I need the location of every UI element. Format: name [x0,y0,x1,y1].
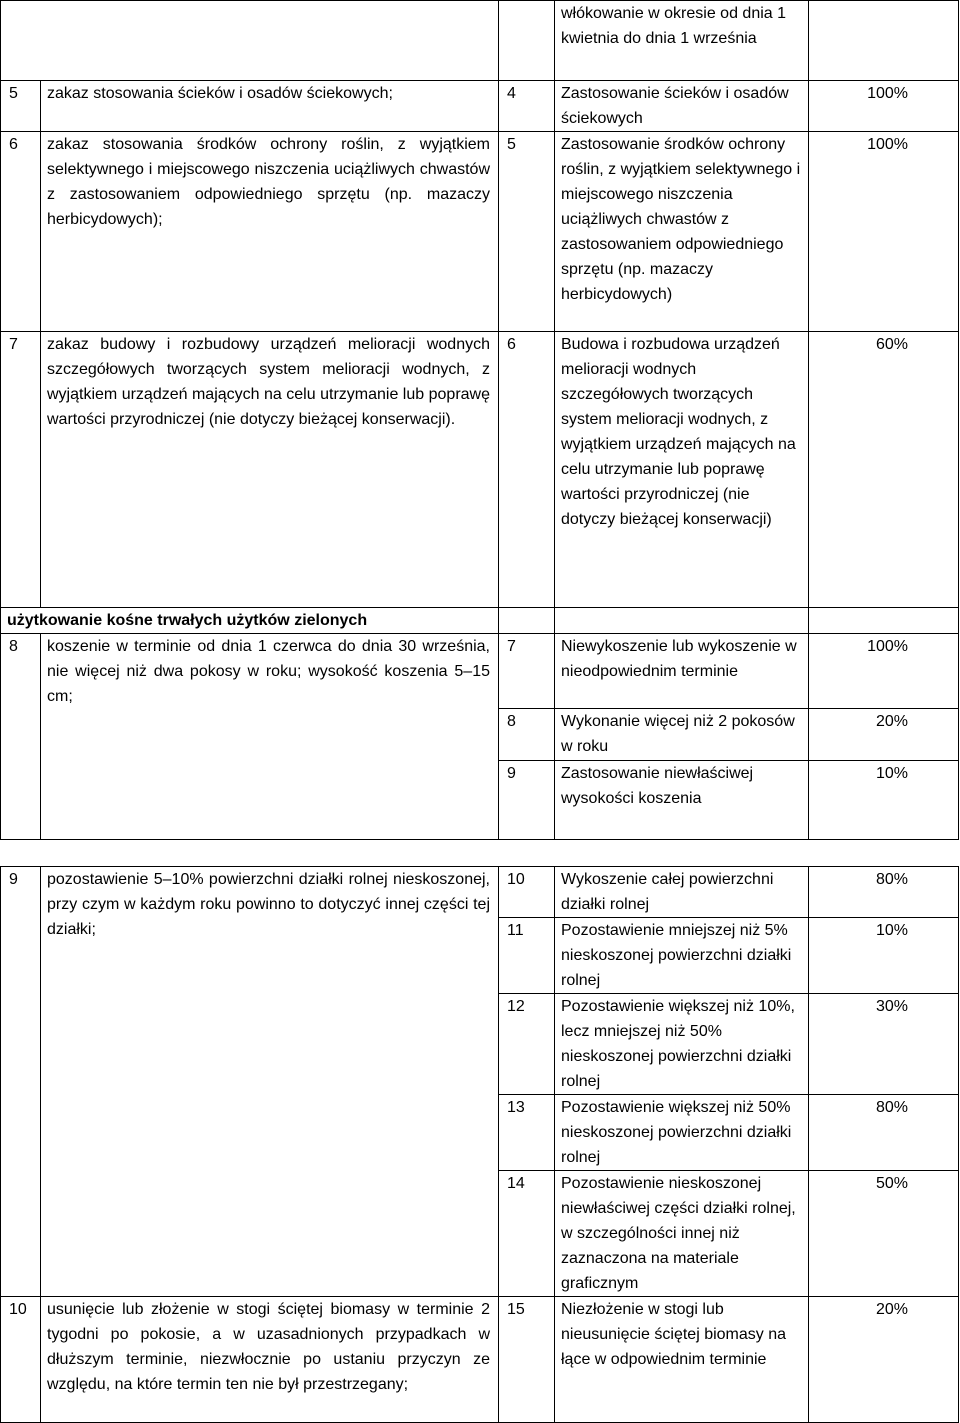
violation-pct: 50% [809,1171,959,1297]
requirement-desc: pozostawienie 5–10% powierzchni działki rolnej nieskoszonej, przy czym w każdym roku powinno to dotyczyć innej części tej działki; [41,867,499,1297]
violation-pct: 100% [809,132,959,332]
violation-pct: 60% [809,332,959,608]
violation-number: 5 [499,132,555,332]
requirement-number: 7 [1,332,41,608]
table-row [1,608,959,634]
requirements-table-2 [0,866,959,1423]
violation-number: 7 [499,634,555,709]
violation-number: 11 [499,918,555,994]
requirement-number: 6 [1,132,41,332]
violation-number: 13 [499,1095,555,1171]
requirement-desc: zakaz stosowania środków ochrony roślin, z wyjątkiem selektywnego i miejscowego niszczenia uciążliwych chwastów z zastosowaniem odpowiedniego sprzętu (np. mazaczy herbicydowych); [41,132,499,332]
requirement-desc: koszenie w terminie od dnia 1 czerwca do dnia 30 września, nie więcej niż dwa pokosy w roku; wysokość koszenia 5–15 cm; [41,634,499,840]
violation-pct: 80% [809,867,959,918]
requirement-desc: zakaz budowy i rozbudowy urządzeń melioracji wodnych szczegółowych tworzących system melioracji wodnych, z wyjątkiem urządzeń mających na celu utrzymanie lub poprawę wartości przyrodniczej (nie dotyczy bieżącej konserwacji). [41,332,499,608]
table-row [1,867,959,918]
violation-desc: Zastosowanie ścieków i osadów ściekowych [555,81,809,132]
violation-pct: 100% [809,81,959,132]
empty-cell [555,608,809,634]
violation-pct [809,1,959,81]
violation-desc: Niezłożenie w stogi lub nieusunięcie ściętej biomasy na łące w odpowiednim terminie [555,1297,809,1423]
requirement-desc: usunięcie lub złożenie w stogi ściętej biomasy w terminie 2 tygodni po pokosie, a w uzasadnionych przypadkach w dłuższym terminie, niezwłocznie po ustaniu przyczyn ze względu, na które termin ten nie był przestrzegany; [41,1297,499,1423]
violation-desc: Pozostawienie nieskoszonej niewłaściwej części działki rolnej, w szczególności innej niż zaznaczona na materiale graficznym [555,1171,809,1297]
violation-pct: 30% [809,994,959,1095]
empty-num-cell [499,1,555,81]
requirement-number: 9 [1,867,41,1297]
violation-pct: 10% [809,761,959,840]
empty-num-cell [499,608,555,634]
violation-number: 6 [499,332,555,608]
violation-desc: Niewykoszenie lub wykoszenie w nieodpowiednim terminie [555,634,809,709]
table-row [1,132,959,332]
violation-desc: Zastosowanie środków ochrony roślin, z wyjątkiem selektywnego i miejscowego niszczenia uciążliwych chwastów z zastosowaniem odpowiedniego sprzętu (np. mazaczy herbicydowych) [555,132,809,332]
empty-cell [1,1,499,81]
violation-desc: Pozostawienie mniejszej niż 5% nieskoszonej powierzchni działki rolnej [555,918,809,994]
violation-desc: Pozostawienie większej niż 10%, lecz mniejszej niż 50% nieskoszonej powierzchni działki rolnej [555,994,809,1095]
requirement-number: 10 [1,1297,41,1423]
violation-number: 9 [499,761,555,840]
violation-number: 8 [499,709,555,761]
violation-number: 14 [499,1171,555,1297]
violation-desc: Budowa i rozbudowa urządzeń melioracji wodnych szczegółowych tworzących system melioracji wodnych, z wyjątkiem urządzeń mających na celu utrzymanie lub poprawę wartości przyrodniczej (nie dotyczy bieżącej konserwacji) [555,332,809,608]
violation-pct: 10% [809,918,959,994]
empty-cell [809,608,959,634]
violation-number: 10 [499,867,555,918]
table-row [1,1,959,81]
violation-number: 15 [499,1297,555,1423]
violation-desc: Pozostawienie większej niż 50% nieskoszonej powierzchni działki rolnej [555,1095,809,1171]
table-row [1,332,959,608]
violation-desc: Zastosowanie niewłaściwej wysokości koszenia [555,761,809,840]
requirement-number: 8 [1,634,41,840]
violation-desc: Wykoszenie całej powierzchni działki rolnej [555,867,809,918]
requirement-number: 5 [1,81,41,132]
table-row [1,634,959,709]
violation-pct: 20% [809,1297,959,1423]
violation-pct: 80% [809,1095,959,1171]
table-row [1,81,959,132]
table-row [1,1297,959,1423]
requirement-desc: zakaz stosowania ścieków i osadów ściekowych; [41,81,499,132]
violation-pct: 100% [809,634,959,709]
violation-number: 4 [499,81,555,132]
violation-desc: włókowanie w okresie od dnia 1 kwietnia do dnia 1 września [555,1,809,81]
section-header: użytkowanie kośne trwałych użytków zielonych [1,608,499,634]
violation-desc: Wykonanie więcej niż 2 pokosów w roku [555,709,809,761]
violation-pct: 20% [809,709,959,761]
violation-number: 12 [499,994,555,1095]
